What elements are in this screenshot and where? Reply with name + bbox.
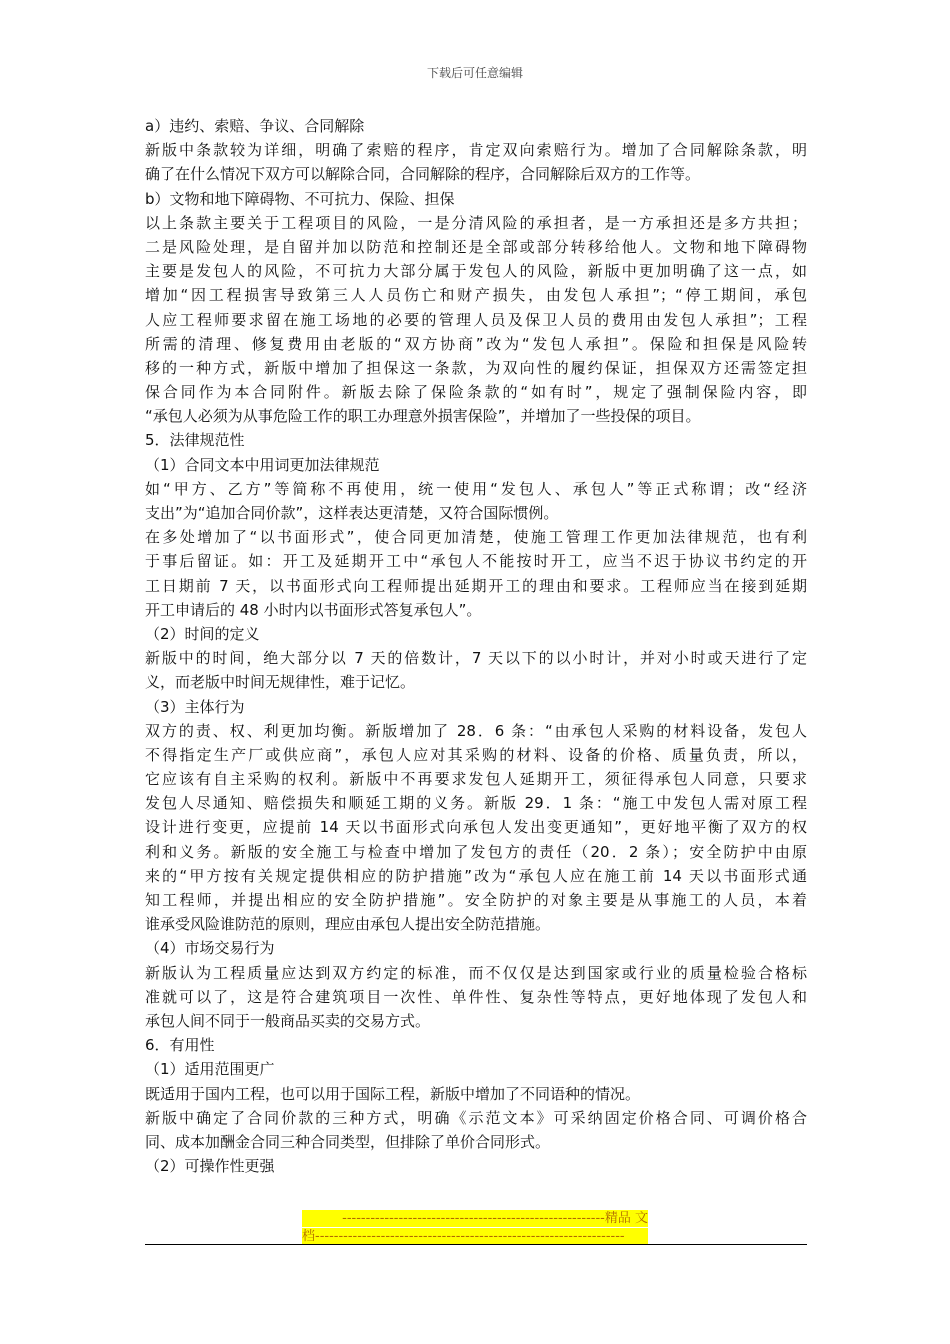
text-line: 知工程师，并提出相应的安全防护措施”。安全防护的对象主要是从事施工的人员，本着 [145, 891, 807, 909]
text-line: 增加“因工程损害导致第三人人员伤亡和财产损失，由发包人承担”；“停工期间，承包 [145, 286, 807, 305]
text-line: 主要是发包人的风险，不可抗力大部分属于发包人的风险，新版中更加明确了这一点，如 [145, 262, 807, 281]
text-line: 不得指定生产厂或供应商”，承包人应对其采购的材料、设备的价格、质量负责，所以， [145, 745, 807, 764]
text-line: 义，而老版中时间无规律性，难于记忆。 [145, 673, 416, 692]
page-header: 下载后可任意编辑 [426, 66, 523, 80]
text-line: 新版中的时间，绝大部分以 7 天的倍数计，7 天以下的以小时计，并对小时或天进行了定 [145, 649, 807, 668]
text-line: 新版认为工程质量应达到双方约定的标准，而不仅仅是达到国家或行业的质量检验合格标 [145, 963, 807, 982]
text-line: 它应该有自主采购的权利。新版中不再要求发包人延期开工，须征得承包人同意，只要求 [145, 770, 807, 789]
text-line: 发包人尽通知、赔偿损失和顺延工期的义务。新版 29．1 条：“施工中发包人需对原工程 [145, 794, 807, 813]
document-body [145, 114, 807, 1178]
text-line: 设计进行变更，应提前 14 天以书面形式向承包人发出变更通知”，更好地平衡了双方的权 [145, 818, 807, 837]
text-line: 双方的责、权、利更加均衡。新版增加了 28．6 条：“由承包人采购的材料设备，发包人 [145, 721, 807, 740]
text-line: 新版中确定了合同价款的三种方式，明确《示范文本》可采纳固定价格合同、可调价格合 [145, 1108, 807, 1127]
text-line: 确了在什么情况下双方可以解除合同，合同解除的程序，合同解除后双方的工作等。 [145, 165, 701, 184]
text-line: 利和义务。新版的安全施工与检查中增加了发包方的责任（20．2 条）；安全防护中由原 [145, 842, 807, 861]
text-line: 5．法律规范性 [145, 431, 245, 450]
footer-divider [145, 1244, 807, 1245]
text-line: 二是风险处理，是自留并加以防范和控制还是全部或部分转移给他人。文物和地下障碍物 [145, 237, 807, 256]
text-line: b）文物和地下障碍物、不可抗力、保险、担保 [145, 189, 455, 208]
text-line: （1）适用范围更广 [145, 1060, 275, 1079]
footer-line-2: 档------------------------------------------------------------------ [302, 1228, 648, 1245]
text-line: 准就可以了，这是符合建筑项目一次性、单件性、复杂性等特点，更好地体现了发包人和 [145, 987, 807, 1006]
text-line: （2）时间的定义 [145, 624, 260, 643]
text-line: a）违约、索赔、争议、合同解除 [145, 117, 365, 135]
text-line: （3）主体行为 [145, 697, 245, 716]
text-line: 支出”为“追加合同价款”，这样表达更清楚，又符合国际惯例。 [145, 504, 559, 522]
text-line: 新版中条款较为详细，明确了索赔的程序，肯定双向索赔行为。增加了合同解除条款，明 [145, 141, 807, 160]
text-line: “承包人必须为从事危险工作的职工办理意外损害保险”，并增加了一些投保的项目。 [145, 407, 701, 426]
footer-line-1: --------------------------------------------------------精品 文 [302, 1210, 648, 1227]
text-line: 人应工程师要求留在施工场地的必要的管理人员及保卫人员的费用由发包人承担”；工程 [145, 310, 807, 329]
text-line: （1）合同文本中用词更加法律规范 [145, 455, 380, 474]
text-line: 如“甲方、乙方”等简称不再使用，统一使用“发包人、承包人”等正式称谓；改“经济 [145, 479, 807, 498]
text-line: （4）市场交易行为 [145, 939, 275, 958]
text-line: 承包人间不同于一般商品买卖的交易方式。 [145, 1011, 431, 1030]
text-line: 同、成本加酬金合同三种合同类型，但排除了单价合同形式。 [145, 1132, 551, 1151]
text-line: 移的一种方式，新版中增加了担保这一条款，为双向性的履约保证，担保双方还需签定担 [145, 358, 807, 377]
text-line: 保合同作为本合同附件。新版去除了保险条款的“如有时”，规定了强制保险内容，即 [145, 383, 807, 402]
text-line: 于事后留证。如：开工及延期开工中“承包人不能按时开工，应当不迟于协议书约定的开 [145, 552, 807, 571]
text-line: 在多处增加了“以书面形式”，使合同更加清楚，使施工管理工作更加法律规范，也有利 [145, 528, 807, 547]
text-line: 所需的清理、修复费用由老版的“双方协商”改为“发包人承担”。保险和担保是风险转 [145, 334, 807, 353]
text-line: 既适用于国内工程，也可以用于国际工程，新版中增加了不同语种的情况。 [145, 1084, 641, 1103]
text-line: 以上条款主要关于工程项目的风险，一是分清风险的承担者，是一方承担还是多方共担； [145, 213, 807, 232]
text-line: 谁承受风险谁防范的原则，理应由承包人提出安全防范措施。 [145, 915, 551, 934]
text-line: 6．有用性 [145, 1036, 215, 1055]
text-line: 工日期前 7 天，以书面形式向工程师提出延期开工的理由和要求。工程师应当在接到延期 [145, 576, 807, 595]
text-line: 来的“甲方按有关规定提供相应的防护措施”改为“承包人应在施工前 14 天以书面形式通 [145, 866, 807, 885]
text-line: （2）可操作性更强 [145, 1157, 275, 1176]
text-line: 开工申请后的 48 小时内以书面形式答复承包人”。 [145, 600, 482, 619]
